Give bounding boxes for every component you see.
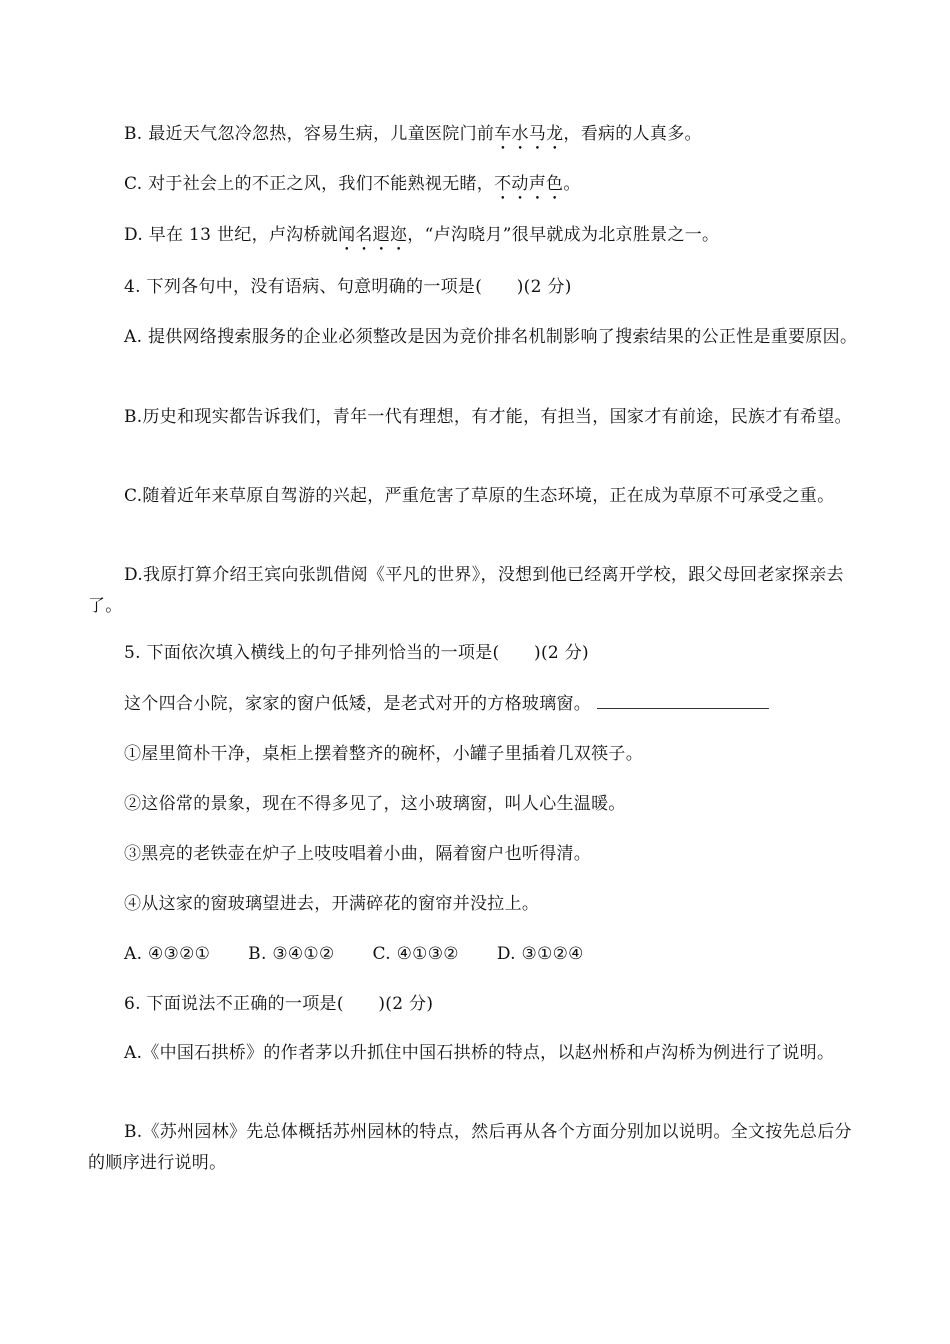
q5-sentence-3: ③黑亮的老铁壶在炉子上吱吱唱着小曲，隔着窗户也听得清。 — [124, 844, 592, 864]
q3-option-d-text-pre: D. 早在 13 世纪，卢沟桥就 — [124, 225, 339, 245]
q5-passage — [124, 688, 874, 720]
q5-option-a: A. ④③②① — [124, 944, 211, 964]
q3-option-c — [124, 168, 874, 204]
q3-option-b-text-pre: B. 最近天气忽冷忽热，容易生病，儿童医院门前 — [124, 124, 495, 144]
q5-option-b: B. ③④①② — [248, 944, 335, 964]
q4-option-c: C.随着近年来草原自驾游的兴起，严重危害了草原的生态环境，正在成为草原不可承受之重。 — [124, 486, 835, 506]
q3-option-b-text-post: ，看病的人真多。 — [563, 124, 702, 144]
q5-sentence-1: ①屋里简朴干净，桌柜上摆着整齐的碗杯，小罐子里插着几双筷子。 — [124, 744, 643, 764]
q5-sentence-4: ④从这家的窗玻璃望进去，开满碎花的窗帘并没拉上。 — [124, 894, 540, 914]
q5-option-d: D. ③①②④ — [496, 944, 584, 964]
q6-stem: 6. 下面说法不正确的一项是( )(2 分) — [124, 994, 434, 1014]
q4-option-b: B.历史和现实都告诉我们，青年一代有理想，有才能，有担当，国家才有前途，民族才有希望。 — [124, 407, 852, 427]
q5-options — [124, 938, 874, 970]
q4-option-a: A. 提供网络搜索服务的企业必须整改是因为竞价排名机制影响了搜索结果的公正性是重要原因。 — [124, 327, 858, 347]
q3-option-c-emphasized: 不动声色 — [494, 174, 564, 194]
q4-stem: 4. 下列各句中，没有语病、句意明确的一项是( )(2 分) — [124, 277, 572, 297]
q6-option-a: A.《中国石拱桥》的作者茅以升抓住中国石拱桥的特点，以赵州桥和卢沟桥为例进行了说明。 — [124, 1043, 835, 1063]
q5-option-c: C. ④①③② — [372, 944, 459, 964]
q5-stem: 5. 下面依次填入横线上的句子排列恰当的一项是( )(2 分) — [124, 643, 589, 663]
q3-option-d-text-post: ，“卢沟晓月”很早就成为北京胜景之一。 — [407, 225, 720, 245]
q6-option-b: B.《苏州园林》先总体概括苏州园林的特点，然后再从各个方面分别加以说明。全文按先总后分的顺序进行说明。 — [88, 1122, 852, 1173]
q3-option-c-text-pre: C. 对于社会上的不正之风，我们不能熟视无睹， — [124, 174, 495, 194]
q3-option-c-text-post: 。 — [563, 174, 581, 194]
q5-passage-text: 这个四合小院，家家的窗户低矮，是老式对开的方格玻璃窗。 — [124, 694, 592, 714]
q5-sentence-2: ②这俗常的景象，现在不得多见了，这小玻璃窗，叫人心生温暖。 — [124, 794, 626, 814]
q5-answer-blank — [597, 694, 769, 709]
q3-option-d-emphasized: 闻名遐迩 — [338, 225, 408, 245]
q3-option-d — [124, 219, 874, 255]
q4-option-d: D.我原打算介绍王宾向张凯借阅《平凡的世界》，没想到他已经离开学校，跟父母回老家探亲去了。 — [88, 565, 844, 616]
q3-option-b-emphasized: 车水马龙 — [494, 124, 564, 144]
q3-option-b — [124, 118, 874, 154]
